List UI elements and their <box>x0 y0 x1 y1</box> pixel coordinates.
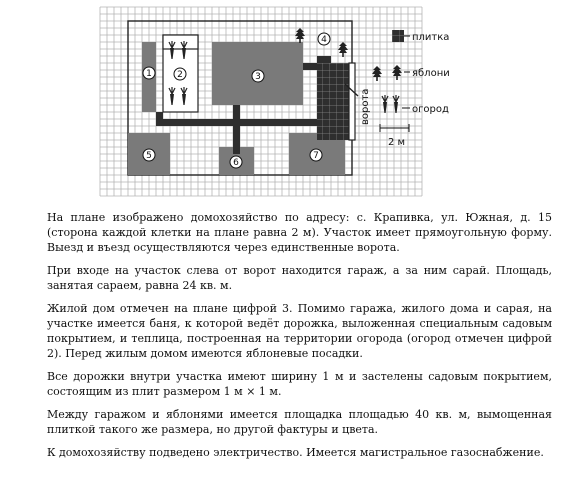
svg-text:1: 1 <box>146 69 152 79</box>
gate-label: ворота <box>360 88 371 125</box>
paragraph-5: Между гаражом и яблонями имеется площадка площадью 40 кв. м, вымощенная плиткой такого же размера, но другой фактуры и цвета. <box>47 408 552 436</box>
svg-text:6: 6 <box>233 158 239 168</box>
label-5 <box>143 149 155 161</box>
tile-area-fine <box>317 63 352 140</box>
label-1 <box>143 67 155 79</box>
svg-text:4: 4 <box>321 35 327 45</box>
paragraph-2: При входе на участок слева от ворот находится гараж, а за ним сарай. Площадь, занятая сараем, равна 24 кв. м. <box>47 264 552 292</box>
paragraph-6: К домохозяйству подведено электричество. Имеется магистральное газоснабжение. <box>47 446 544 459</box>
svg-text:плитка: плитка <box>412 32 450 43</box>
legend-tiles <box>392 30 449 43</box>
site-plan <box>0 0 569 210</box>
label-6 <box>230 156 242 168</box>
svg-text:2 м: 2 м <box>388 137 406 148</box>
greenhouse <box>163 35 198 49</box>
label-2 <box>174 68 186 80</box>
paragraph-3: Жилой дом отмечен на плане цифрой 3. Помимо гаража, жилого дома и сарая, на участке имеется баня, к которой ведёт дорожка, выложенная специальным садовым покрытием, и теплица, построенная на территории огорода (огород отмечен цифрой 2). Перед жилым домом имеются яблоневые посадки. <box>47 302 552 360</box>
label-7 <box>310 149 322 161</box>
label-4 <box>318 33 330 45</box>
svg-text:яблони: яблони <box>412 68 450 79</box>
paragraph-1: На плане изображено домохозяйство по адресу: с. Крапивка, ул. Южная, д. 15 (сторона каждой клетки на плане равна 2 м). Участок имеет прямоугольную форму. Выезд и въезд осуществляются через единственные ворота. <box>47 211 552 254</box>
svg-text:3: 3 <box>255 72 261 82</box>
label-3 <box>252 70 264 82</box>
gate <box>349 63 355 140</box>
description <box>47 210 552 468</box>
paragraph-4: Все дорожки внутри участка имеют ширину 1 м и застелены садовым покрытием, состоящим из плит размером 1 м × 1 м. <box>47 370 552 398</box>
svg-text:2: 2 <box>177 70 183 80</box>
svg-text:7: 7 <box>313 151 319 161</box>
svg-text:огород: огород <box>412 104 449 115</box>
svg-text:5: 5 <box>146 151 152 161</box>
